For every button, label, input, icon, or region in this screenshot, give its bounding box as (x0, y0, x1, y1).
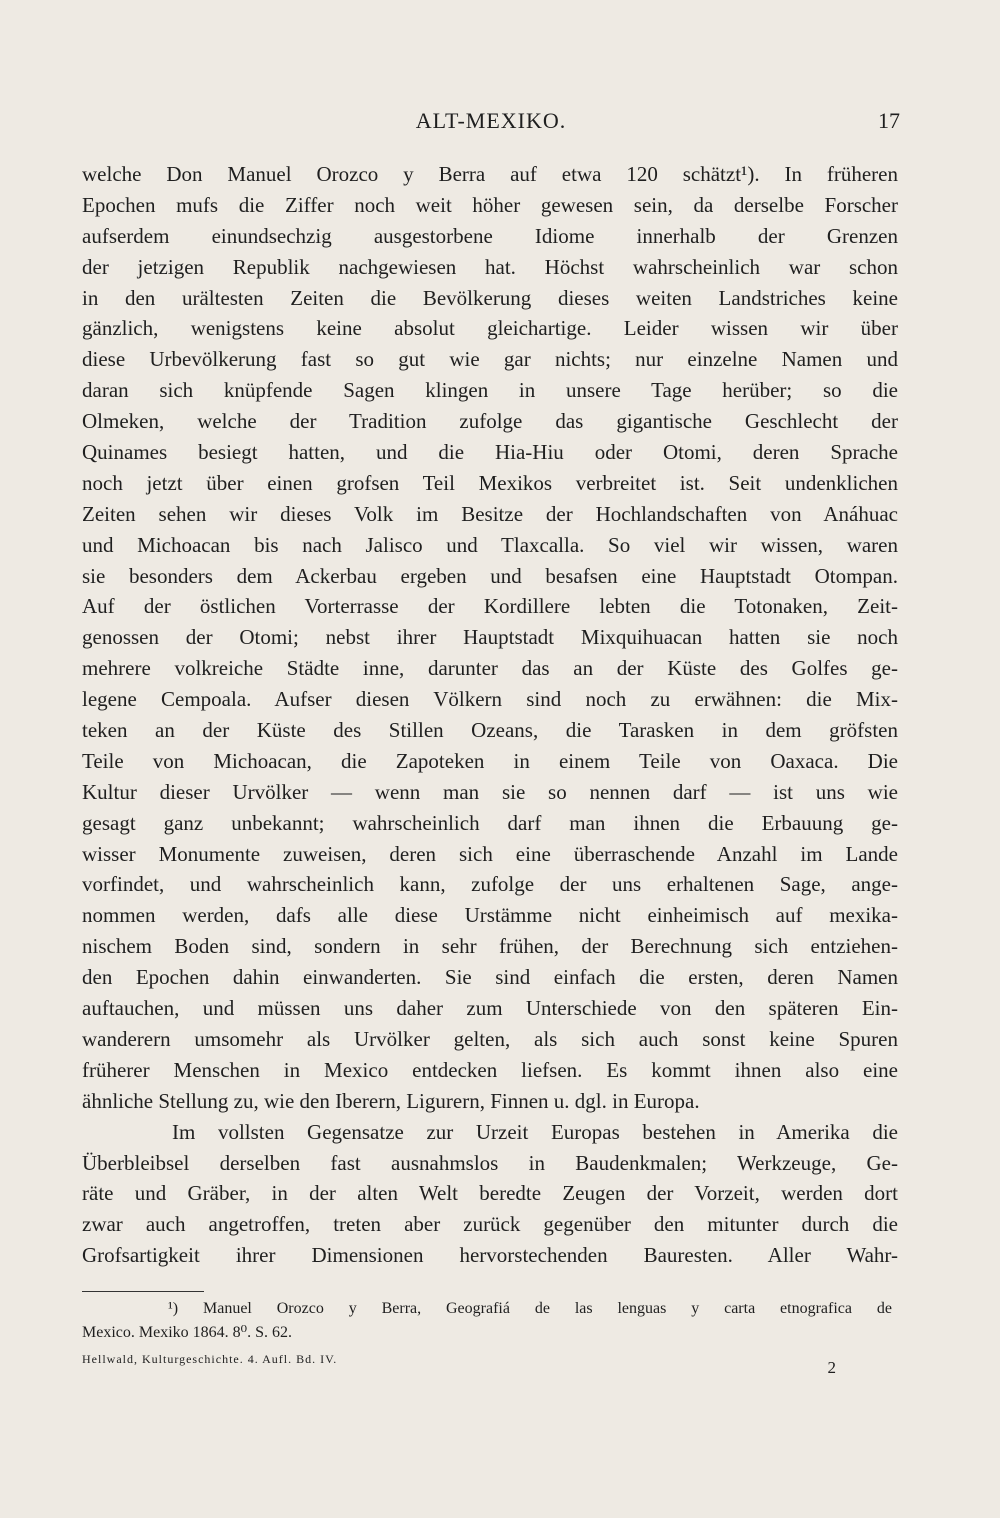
text-line-paragraph-start: Im vollsten Gegensatze zur Urzeit Europas bestehen in Amerika die (172, 1119, 898, 1144)
running-title: ALT-MEXIKO. (415, 108, 567, 133)
text-line: Quinames besiegt hatten, und die Hia-Hiu oder Otomi, deren Sprache (82, 440, 898, 465)
text-line: genossen der Otomi; nebst ihrer Hauptstadt Mixquihuacan hatten sie noch (82, 625, 898, 650)
text-line: Olmeken, welche der Tradition zufolge das gigantische Geschlecht der (82, 409, 898, 434)
text-line: Epochen mufs die Ziffer noch weit höher gewesen sein, da derselbe Forscher (82, 192, 898, 217)
text-line: auftauchen, und müssen uns daher zum Unterschiede von den späteren Ein- (82, 996, 898, 1021)
text-line: nommen werden, dafs alle diese Urstämme nicht einheimisch auf mexika- (82, 903, 898, 928)
text-line: welche Don Manuel Orozco y Berra auf etwa 120 schätzt¹). In früheren (82, 162, 898, 186)
text-line: Überbleibsel derselben fast ausnahmslos in Baudenkmalen; Werkzeuge, Ge- (82, 1150, 898, 1175)
text-line: Zeiten sehen wir dieses Volk im Besitze der Hochlandschaften von Anáhuac (82, 501, 898, 526)
body-text (82, 159, 898, 1271)
footnotes (82, 1297, 892, 1345)
text-line: diese Urbevölkerung fast so gut wie gar nichts; nur einzelne Namen und (82, 347, 898, 372)
text-line: Auf der östlichen Vorterrasse der Kordillere lebten die Totonaken, Zeit- (82, 594, 898, 619)
text-line: teken an der Küste des Stillen Ozeans, die Tarasken in dem gröfsten (82, 718, 898, 743)
text-line: aufserdem einundsechzig ausgestorbene Idiome innerhalb der Grenzen (82, 223, 898, 248)
running-head (82, 108, 900, 138)
text-line: in den urältesten Zeiten die Bevölkerung dieses weiten Landstriches keine (82, 285, 898, 310)
text-line: gänzlich, wenigstens keine absolut gleichartige. Leider wissen wir über (82, 316, 898, 341)
text-line: zwar auch angetroffen, treten aber zurück gegenüber den mitunter durch die (82, 1212, 898, 1237)
text-line: den Epochen dahin einwanderten. Sie sind einfach die ersten, deren Namen (82, 965, 898, 990)
signature-line: Hellwald, Kulturgeschichte. 4. Aufl. Bd. IV. (82, 1352, 338, 1366)
footnote-line: Mexico. Mexiko 1864. 8⁰. S. 62. (82, 1324, 292, 1341)
footnote-line: ¹) Manuel Orozco y Berra, Geografiá de las lenguas y carta etnografica de (168, 1300, 892, 1317)
text-line: Teile von Michoacan, die Zapoteken in einem Teile von Oaxaca. Die (82, 748, 898, 773)
text-line: Grofsartigkeit ihrer Dimensionen hervorstechenden Bauresten. Aller Wahr- (82, 1243, 898, 1268)
text-line: ähnliche Stellung zu, wie den Iberern, Ligurern, Finnen u. dgl. in Europa. (82, 1088, 700, 1113)
text-line: früherer Menschen in Mexico entdecken liefsen. Es kommt ihnen also eine (82, 1057, 898, 1082)
text-line: mehrere volkreiche Städte inne, darunter das an der Küste des Golfes ge- (82, 656, 898, 681)
footnote-rule (82, 1291, 204, 1292)
text-line: Kultur dieser Urvölker — wenn man sie so nennen darf — ist uns wie (82, 779, 898, 804)
page-number: 17 (878, 108, 900, 133)
text-line: daran sich knüpfende Sagen klingen in unsere Tage herüber; so die (82, 378, 898, 403)
text-line: und Michoacan bis nach Jalisco und Tlaxcalla. So viel wir wissen, waren (82, 532, 898, 557)
text-line: wisser Monumente zuweisen, deren sich eine überraschende Anzahl im Lande (82, 841, 898, 866)
text-line: der jetzigen Republik nachgewiesen hat. Höchst wahrscheinlich war schon (82, 254, 898, 279)
text-line: legene Cempoala. Aufser diesen Völkern sind noch zu erwähnen: die Mix- (82, 687, 898, 712)
text-line: vorfindet, und wahrscheinlich kann, zufolge der uns erhaltenen Sage, ange- (82, 872, 898, 897)
text-line: noch jetzt über einen grofsen Teil Mexikos verbreitet ist. Seit undenklichen (82, 470, 898, 495)
text-line: sie besonders dem Ackerbau ergeben und besafsen eine Hauptstadt Otompan. (82, 563, 898, 588)
sheet-number: 2 (827, 1358, 836, 1377)
text-line: nischem Boden sind, sondern in sehr frühen, der Berechnung sich entziehen- (82, 934, 898, 959)
text-line: räte und Gräber, in der alten Welt beredte Zeugen der Vorzeit, werden dort (82, 1181, 898, 1206)
text-line: gesagt ganz unbekannt; wahrscheinlich darf man ihnen die Erbauung ge- (82, 810, 898, 835)
text-line: wanderern umsomehr als Urvölker gelten, als sich auch sonst keine Spuren (82, 1026, 898, 1051)
